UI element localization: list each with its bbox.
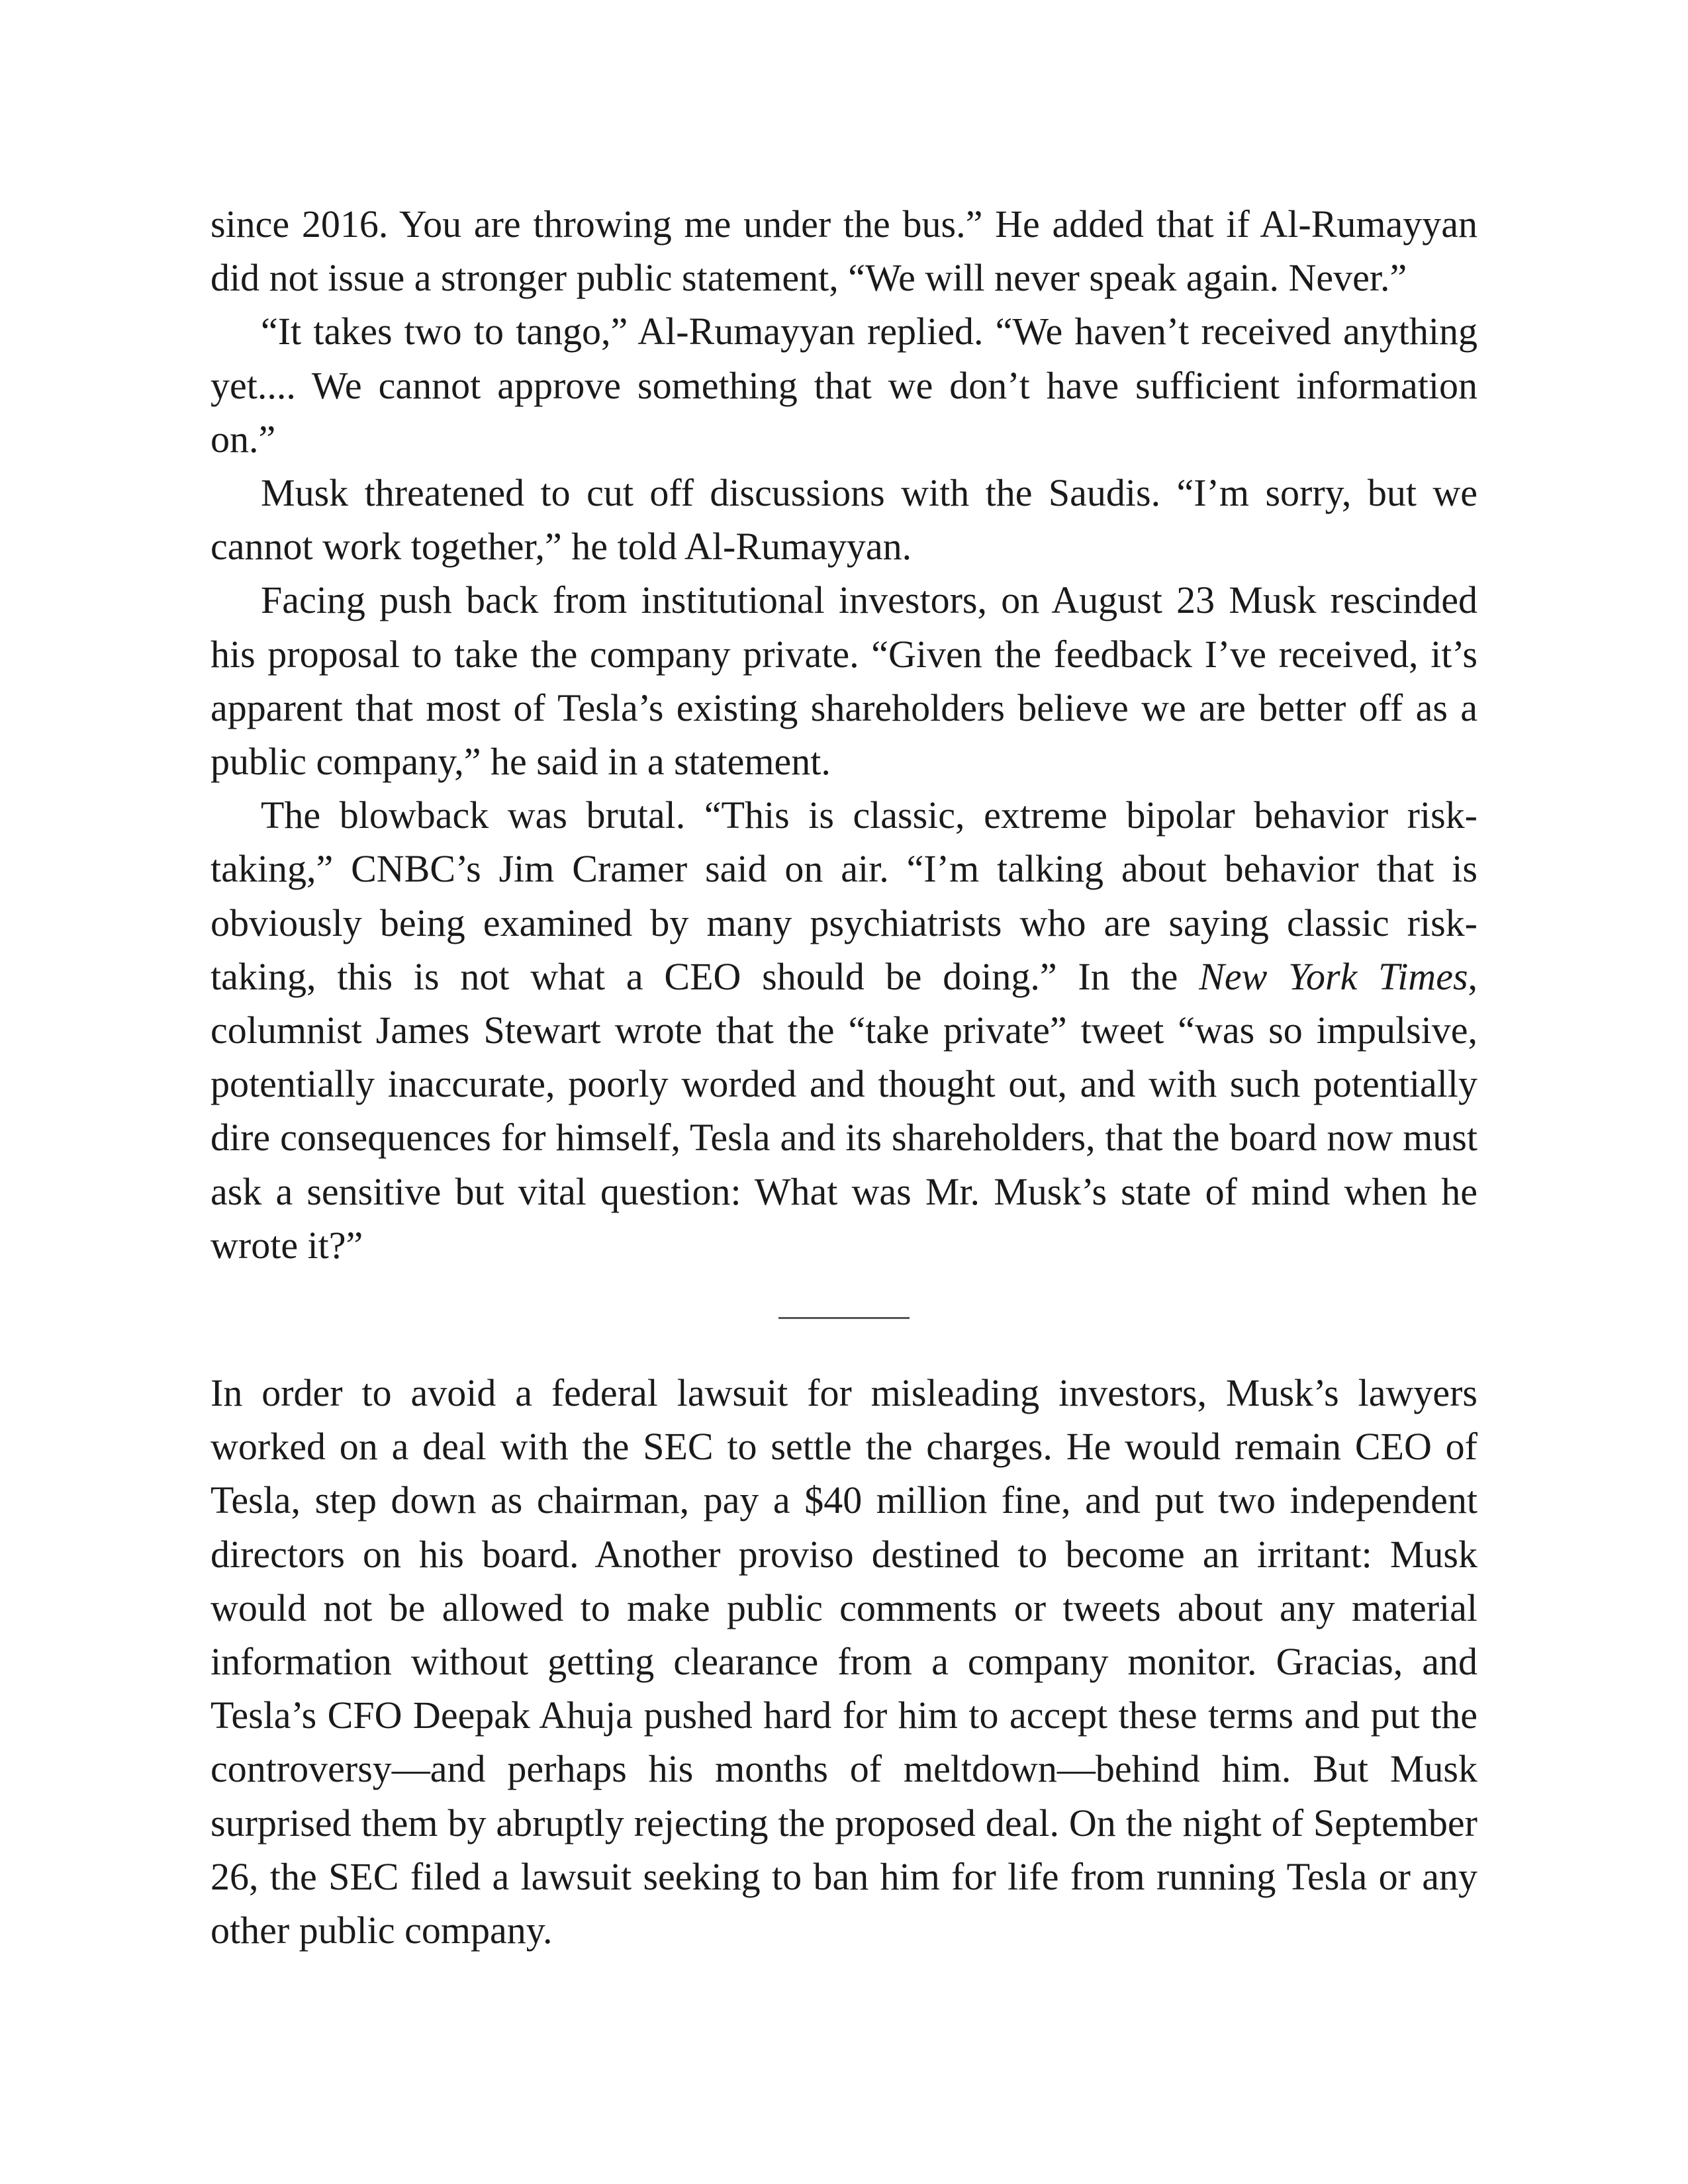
paragraph-text: The blowback was brutal. “This is classic, extreme bipolar behavior risk-taking,” CNBC’s Jim Cramer said on air. “I’m talking about behavior that is obviously being examined by many psychiatrists who are saying classic risk-taking, this is not what a CEO should be doing.” In the — [211, 794, 1477, 998]
paragraph — [211, 788, 1477, 1272]
paragraph: Facing push back from institutional investors, on August 23 Musk rescinded his proposal to take the company private. “Given the feedback I’ve received, it’s apparent that most of Tesla’s existing shareholders believe we are better off as a public company,” he said in a statement. — [211, 578, 1477, 784]
paragraph-continued: since 2016. You are throwing me under the bus.” He added that if Al-Rumayyan did not issue a stronger public statement, “We will never speak again. Never.” — [211, 203, 1477, 300]
text-section-2 — [211, 1366, 1477, 1957]
publication-title: New York Times — [1199, 954, 1468, 998]
section-divider — [778, 1317, 910, 1319]
paragraph-text: , columnist James Stewart wrote that the “take private” tweet “was so impulsive, potentially inaccurate, poorly worded and thought out, and with such potentially dire consequences for himself, Tesla and its shareholders, that the board now must ask a sensitive but vital question: What was Mr. Musk’s state of mind when he wrote it?” — [211, 954, 1478, 1267]
paragraph: “It takes two to tango,” Al-Rumayyan replied. “We haven’t received anything yet.... We cannot approve something that we don’t have sufficient information on.” — [211, 310, 1477, 461]
paragraph-section-start: In order to avoid a federal lawsuit for misleading investors, Musk’s lawyers worked on a deal with the SEC to settle the charges. He would remain CEO of Tesla, step down as chairman, pay a $40 million fine, and put two independent directors on his board. Another proviso destined to become an irritant: Musk would not be allowed to make public comments or tweets about any material information without getting clearance from a company monitor. Gracias, and Tesla’s CFO Deepak Ahuja pushed hard for him to accept these terms and put the controversy—and perhaps his months of meltdown—behind him. But Musk surprised them by abruptly rejecting the proposed deal. On the night of September 26, the SEC filed a lawsuit seeking to ban him for life from running Tesla or any other public company. — [211, 1371, 1477, 1952]
paragraph: Musk threatened to cut off discussions with the Saudis. “I’m sorry, but we cannot work together,” he told Al-Rumayyan. — [211, 471, 1477, 569]
text-section-1 — [211, 197, 1477, 1272]
